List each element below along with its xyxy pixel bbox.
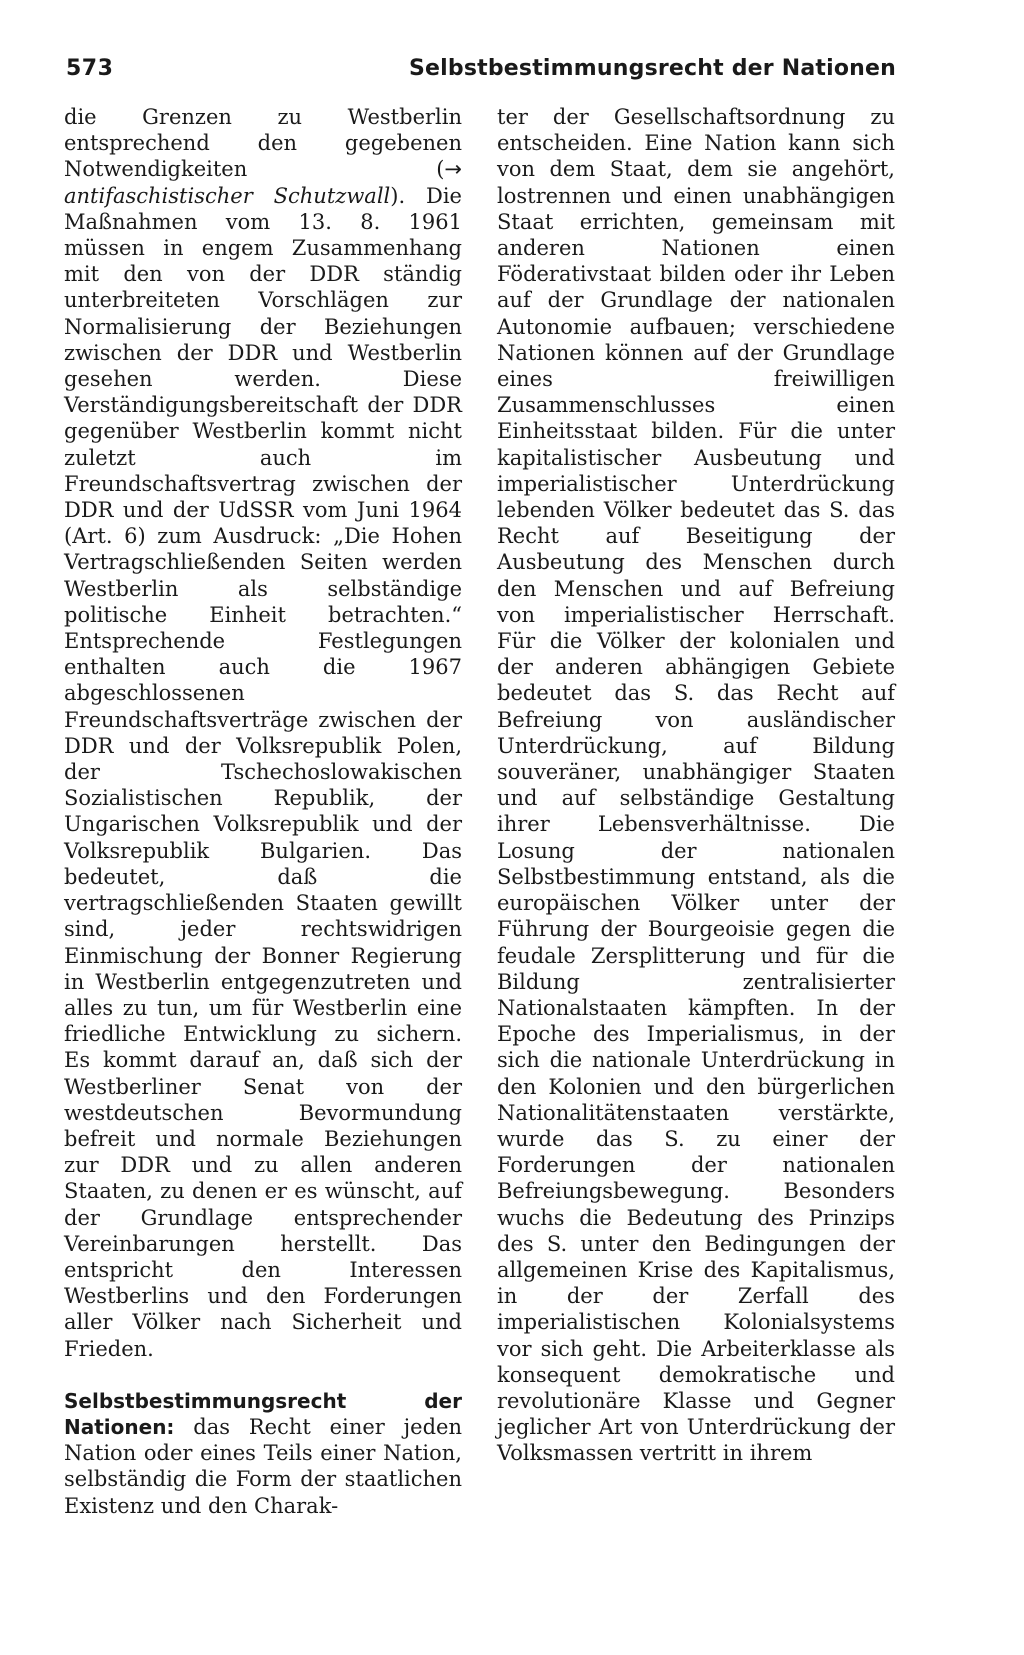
entry-definition-start: das Recht einer jeden Nation oder eines Teils einer Nation, selbständig die Form der staatlichen Existenz und den Charak- bbox=[64, 1414, 462, 1518]
right-column bbox=[497, 104, 895, 1467]
para-text-start: die Grenzen zu Westberlin entsprechend den gegebenen Notwendigkeiten ( bbox=[64, 105, 462, 182]
page-number: 573 bbox=[66, 56, 114, 81]
dictionary-entry bbox=[64, 1388, 462, 1519]
entry-definition-continued: ter der Gesellschaftsordnung zu entscheiden. Eine Nation kann sich von dem Staat, dem sie angehört, lostrennen und einen unabhängigen Staat errichten, gemeinsam mit anderen Nationen einen Föderativstaat bilden oder ihr Leben auf der Grundlage der nationalen Autonomie aufbauen; verschiedene Nationen können auf der Grundlage eines freiwilligen Zusammenschlusses einen Einheitsstaat bilden. Für die unter kapitalistischer Ausbeutung und imperialistischer Unterdrückung lebenden Völker bedeutet das S. das Recht auf Beseitigung der Ausbeutung des Menschen durch den Menschen und auf Befreiung von imperialistischer Herrschaft. Für die Völker der kolonialen und der anderen abhängigen Gebiete bedeutet das S. das Recht auf Befreiung von ausländischer Unterdrückung, auf Bildung souveräner, unabhängiger Staaten und auf selbständige Gestaltung ihrer Lebensverhältnisse. Die Losung der nationalen Selbstbestimmung entstand, als die europäischen Völker unter der Führung der Bourgeoisie gegen die feudale Zersplitterung und für die Bildung zentralisierter Nationalstaaten kämpften. In der Epoche des Imperialismus, in der sich die nationale Unterdrückung in den Kolonien und den bürgerlichen Nationalitätenstaaten verstärkte, wurde das S. zu einer der Forderungen der nationalen Befreiungsbewegung. Besonders wuchs die Bedeutung des Prinzips des S. unter den Bedingungen der allgemeinen Krise des Kapitalismus, in der der Zerfall des imperialistischen Kolonialsystems vor sich geht. Die Arbeiterklasse als konsequent demokratische und revolutionäre Klasse und Gegner jeglicher Art von Unterdrückung der Volksmassen vertritt in ihrem bbox=[497, 105, 895, 1466]
entry-headword: Selbstbestimmungsrecht der Nationen: bbox=[64, 1388, 462, 1439]
cross-reference-text: antifaschistischer Schutzwall bbox=[64, 183, 391, 208]
para-text-rest: ). Die Maßnahmen vom 13. 8. 1961 müssen in engem Zusammenhang mit den von der DDR ständig unterbreiteten Vorschlägen zur Normalisierung der Beziehungen zwischen der DDR und Westberlin gesehen werden. Diese Verständigungsbereitschaft der DDR gegenüber Westberlin kommt nicht zuletzt auch im Freundschaftsvertrag zwischen der DDR und der UdSSR vom Juni 1964 (Art. 6) zum Ausdruck: „Die Hohen Vertragschließenden Seiten werden Westberlin als selbständige politische Einheit betrachten.“ Entsprechende Festlegungen enthalten auch die 1967 abgeschlossenen Freundschaftsverträge zwischen der DDR und der Volksrepublik Polen, der Tschechoslowakischen Sozialistischen Republik, der Ungarischen Volksrepublik und der Volksrepublik Bulgarien. Das bedeutet, daß die vertragschließenden Staaten gewillt sind, jeder rechtswidrigen Einmischung der Bonner Regierung in Westberlin entgegenzutreten und alles zu tun, um für Westberlin eine friedliche Entwicklung zu sichern. Es kommt darauf an, daß sich der Westberliner Senat von der westdeutschen Bevormundung befreit und normale Beziehungen zur DDR und zu allen anderen Staaten, zu denen er es wünscht, auf der Grundlage entsprechender Vereinbarungen herstellt. Das entspricht den Interessen Westberlins und den Forderungen aller Völker nach Sicherheit und Frieden. bbox=[64, 183, 462, 1361]
westberlin-paragraph bbox=[64, 104, 462, 1362]
page-header bbox=[66, 52, 896, 92]
arrow-right-icon: → bbox=[444, 157, 462, 182]
running-head: Selbstbestimmungsrecht der Nationen bbox=[408, 56, 896, 81]
left-column bbox=[64, 104, 462, 1519]
